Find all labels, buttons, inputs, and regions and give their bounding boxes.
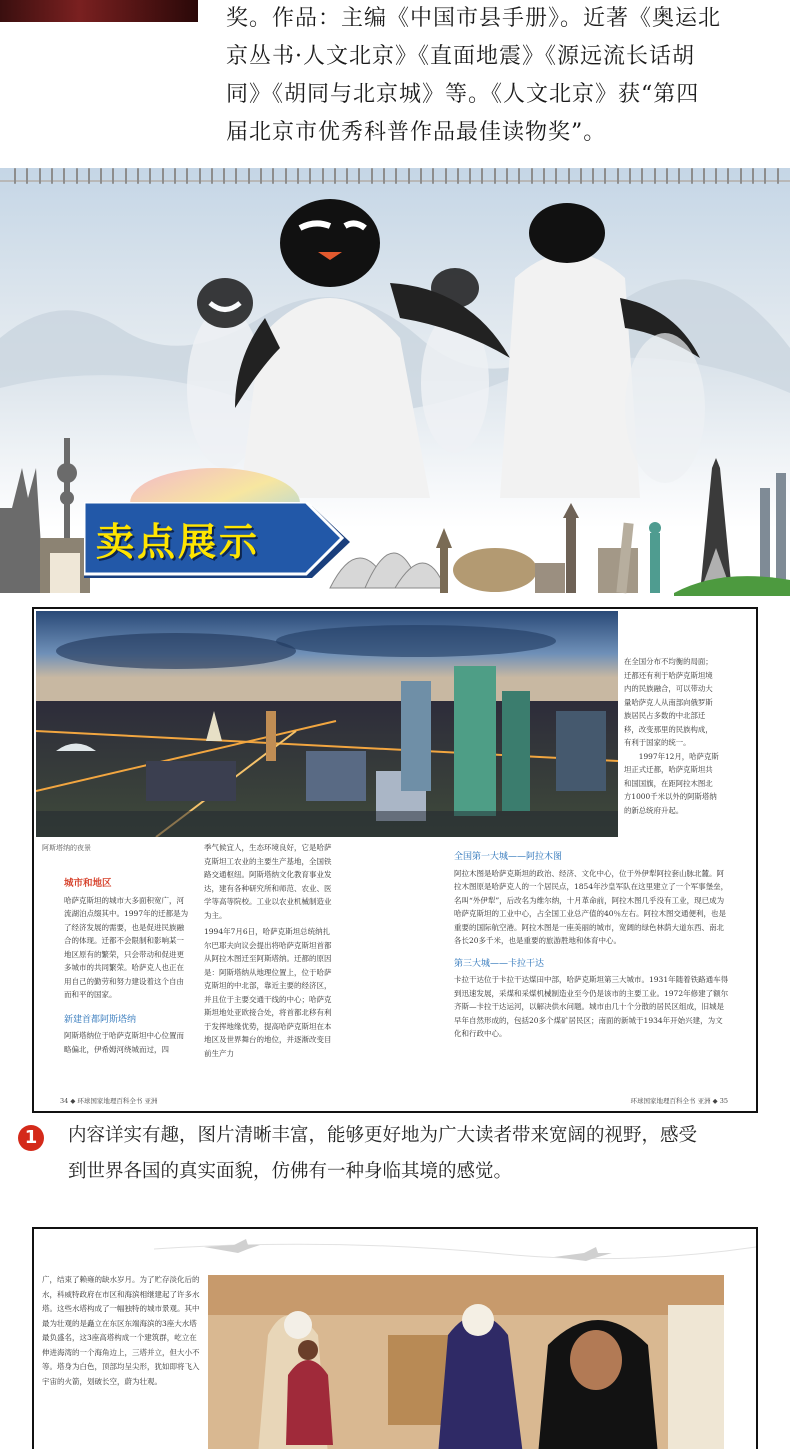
text-line: 移，改变那里的民族构成， — [624, 724, 713, 734]
author-bio — [226, 0, 776, 152]
sub-heading: 全国第一大城——阿拉木图 — [454, 852, 563, 862]
middle-column — [204, 841, 334, 1060]
text-line: 有利于国家的统一。 — [624, 738, 691, 747]
selling-point-banner — [0, 168, 790, 596]
bio-line: 奖。作品：主编《中国市县手册》。近著《奥运北 — [226, 6, 722, 31]
section-heading: 城市和地区 — [64, 878, 112, 889]
sub-heading: 第三大城——卡拉干达 — [454, 958, 545, 969]
paragraph: 季气候宜人，生态环境良好，它是哈萨克斯坦工农业的主要生产基地，全国铁路交通枢纽。阿斯塔纳文化教育事业发达，建有各种研究所和师范、农业、医学等高等院校。工业以农业机械制造业为主。 — [204, 843, 332, 920]
text-line: 量哈萨克人从南部向俄罗斯 — [624, 697, 713, 707]
text-line: 的新总统府升起。 — [624, 805, 684, 815]
text-line: 迁都还有利于哈萨克斯坦境 — [624, 670, 713, 680]
paragraph: 1994年7月6日，哈萨克斯坦总统纳扎尔巴耶夫向议会提出将哈萨克斯坦首都从阿拉木图迁至阿斯塔纳。迁都的原因是：阿斯塔纳从地理位置上，位于哈萨克斯坦的中北部，靠近主要的经济区，并且位于主要交通干线的中心；哈萨克斯坦地处亚欧接合处，将首都北移有利于发挥地缘优势，提高哈萨克斯坦在本地区及世界舞台的地位，并逐渐改变目前生产力 — [204, 927, 332, 1058]
sub-heading: 新建首都阿斯塔纳 — [64, 1014, 137, 1025]
point-line: 内容详实有趣，图片清晰丰富，能够更好地为广大读者带来宽阔的视野，感受 — [68, 1125, 698, 1146]
spread2-text-column: 广，结束了赖雍的缺水岁月。为了贮存淡化后的水，科威特政府在市区和海滨相继建起了许多水塔。这些水塔构成了一幅独特的城市景观。其中最为壮观的是矗立在东区东端海滨的3座大水塔最负盛名，这3座高塔构成一个建筑群，屹立在伸进海湾的一个海角边上，三塔并立，但大小不等。塔身为白色，顶部均呈尖形，犹如即将飞入宇宙的火箭，划破长空，蔚为壮观。 — [42, 1275, 200, 1386]
bio-line: 同》《胡同与北京城》等。《人文北京》获“第四 — [226, 82, 700, 107]
airplane-header-decoration — [34, 1229, 756, 1273]
point-line: 到世界各国的真实面貌，仿佛有一种身临其境的感觉。 — [68, 1161, 513, 1182]
bio-line: 京丛书·人文北京》《直面地震》《源远流长话胡 — [226, 44, 695, 69]
right-column — [454, 847, 730, 1041]
paragraph: 阿斯塔纳位于哈萨克斯坦中心位置而略偏北，伊希姆河绕城而过，四 — [64, 1031, 184, 1054]
text-line: 坦正式迁都，哈萨克斯坦共 — [624, 765, 713, 774]
page-footer-left: 34 ◆ 环球国家地理百科全书 亚洲 — [60, 1097, 158, 1105]
text-line: 在全国分布不均衡的局面； — [624, 657, 713, 666]
photo-caption: 阿斯塔纳的夜景 — [42, 844, 91, 852]
page-footer-right: 环球国家地理百科全书 亚洲 ◆ 35 — [630, 1097, 728, 1105]
penguin-far-right — [625, 333, 705, 483]
text-line: 和国国旗，在距阿拉木图北 — [624, 778, 713, 788]
right-top-column — [624, 655, 752, 817]
astana-night-photo — [36, 611, 618, 837]
text-line: 族居民占多数的中北部迁 — [624, 711, 706, 720]
left-column — [64, 871, 190, 1056]
banner-title: 卖点展示 — [96, 520, 261, 564]
point-description — [68, 1118, 778, 1190]
book-spread-1 — [32, 607, 758, 1113]
bio-line: 届北京市优秀科普作品最佳读物奖”。 — [226, 120, 607, 145]
book-spread-2 — [32, 1227, 758, 1449]
family-photo — [208, 1275, 724, 1449]
author-photo — [0, 0, 198, 22]
point-number-badge: 1 — [18, 1125, 44, 1151]
paragraph: 阿拉木图是哈萨克斯坦的政治、经济、文化中心，位于外伊犁阿拉套山脉北麓。阿拉木图原是哈萨克人的一个居民点，1854年沙皇军队在这里建立了一个军事堡垒，名叫“外伊犁”，后改名为维尔纳，十月革命前，阿拉木图几乎没有工业，现已成为哈萨克斯坦的工业中心，占全国工业总产值的40％左右。阿拉木图交通便利，也是重要的国际航空港。阿拉木图是一座美丽的城市，宽阔的绿色林荫大道东西、南北各长20多千米，也是重要的旅游胜地和体育中心。 — [454, 868, 729, 945]
paragraph: 哈萨克斯坦的城市大多面积宽广，河流湖泊点缀其中。1997年的迁都是为了经济发展的需要，也是促进民族融合的体现。迁都不会限制和影响某一地区原有的繁荣，只会带动和促进更多城市的共同繁荣。哈萨克人也正在用自己的勤劳和努力建设着这个自由而和平的国家。 — [64, 895, 189, 999]
text-line: 方1000千米以外的阿斯塔纳 — [624, 792, 717, 801]
text-line: 1997年12月，哈萨克斯 — [624, 751, 719, 761]
text-line: 内的民族融合，可以带动大 — [624, 684, 713, 693]
paragraph: 卡拉干达位于卡拉干达煤田中部，哈萨克斯坦第三大城市。1931年随着铁路通车得到迅速发展，采煤和采煤机械制造业至今仍是该市的主要工业。1972年修建了额尔齐斯—卡拉干达运河，以解决供水问题。城市由几十个分散的居民区组成，旧城是早年自然形成的，包括20多个煤矿居民区；南面的新城于1934年开始兴建，为文化和行政中心。 — [454, 975, 729, 1038]
